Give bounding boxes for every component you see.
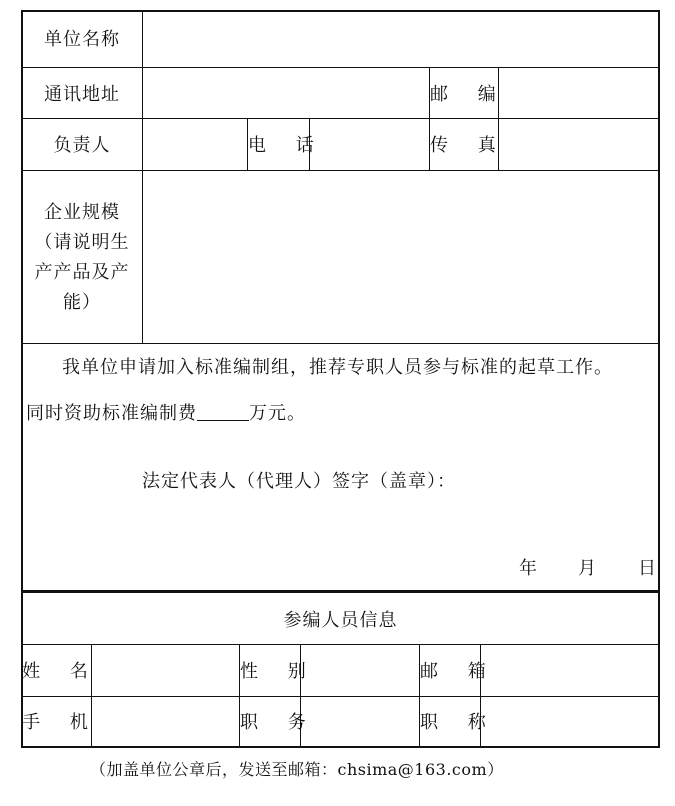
staff-title-label: 职 称 (420, 712, 498, 733)
postcode-field[interactable] (499, 68, 658, 118)
staff-email-field[interactable] (481, 645, 658, 696)
scale-label-line: 能） (63, 292, 101, 313)
staff-position-field[interactable] (301, 697, 419, 747)
statement-line-2 (26, 402, 306, 425)
person-field[interactable] (143, 119, 247, 170)
statement-line-1: 我单位申请加入标准编制组，推荐专职人员参与标准的起草工作。 (62, 357, 613, 378)
staff-mobile-label: 手 机 (22, 712, 100, 733)
footer-note: （加盖单位公章后，发送至邮箱：chsima@163.com） (90, 760, 504, 779)
scale-label-line: 企业规模 (44, 202, 120, 223)
postcode-label: 邮 编 (430, 84, 508, 105)
scale-field[interactable] (143, 171, 658, 343)
fax-label: 传 真 (430, 135, 508, 156)
row-divider (22, 343, 659, 344)
funding-amount-blank[interactable] (197, 402, 249, 421)
fax-field[interactable] (499, 119, 658, 170)
unit-name-field[interactable] (143, 12, 658, 67)
staff-section-title: 参编人员信息 (283, 610, 398, 631)
staff-mobile-field[interactable] (92, 697, 239, 747)
signature-label: 法定代表人（代理人）签字（盖章）： (142, 471, 456, 492)
scale-label (22, 198, 142, 318)
address-label: 通讯地址 (44, 84, 120, 105)
phone-label: 电 话 (248, 135, 326, 156)
statement-line-2-prefix: 同时资助标准编制费 (26, 403, 197, 424)
date-day: 日 (638, 558, 657, 579)
staff-name-label: 姓 名 (22, 661, 100, 682)
staff-position-label: 职 务 (240, 712, 318, 733)
unit-name-label: 单位名称 (44, 29, 120, 50)
signature-field[interactable] (470, 462, 655, 498)
phone-field[interactable] (310, 119, 429, 170)
address-field[interactable] (143, 68, 429, 118)
staff-name-field[interactable] (92, 645, 239, 696)
scale-label-line: 产产品及产 (34, 262, 130, 283)
staff-email-label: 邮 箱 (420, 661, 498, 682)
statement-line-2-suffix: 万元。 (249, 403, 306, 424)
date-year: 年 (519, 558, 538, 579)
staff-gender-field[interactable] (301, 645, 419, 696)
scale-label-line: （请说明生 (34, 232, 130, 253)
date-month: 月 (578, 558, 597, 579)
person-label: 负责人 (53, 135, 111, 156)
staff-gender-label: 性 别 (240, 661, 318, 682)
staff-title-field[interactable] (481, 697, 658, 747)
